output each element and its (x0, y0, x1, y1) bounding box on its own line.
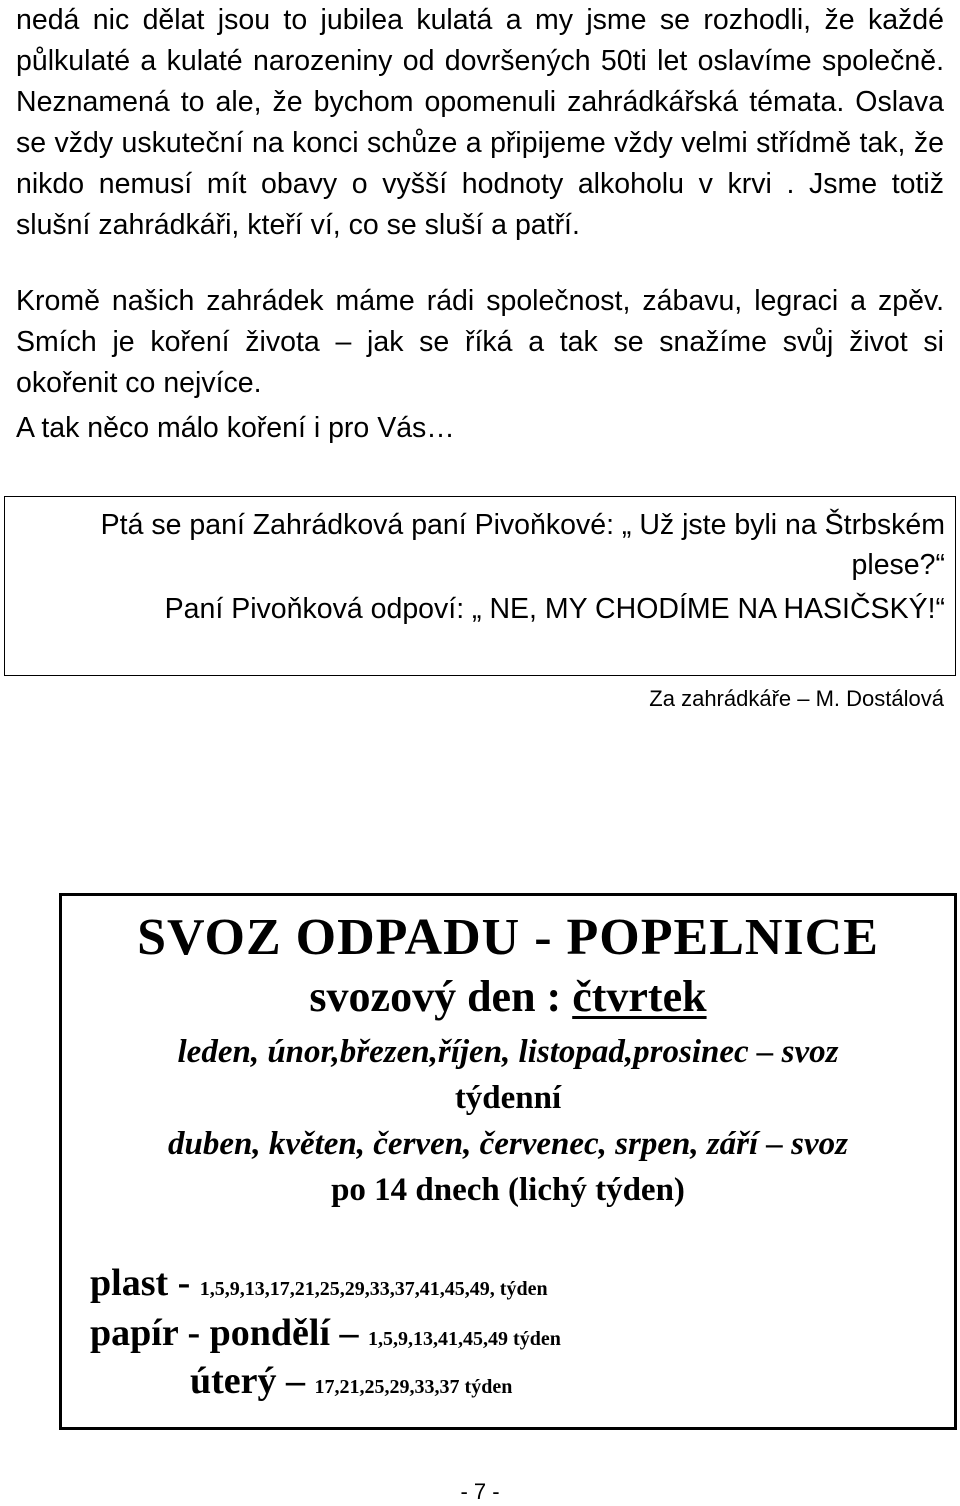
page-number: - 7 - (460, 1479, 500, 1504)
plastic-weeks: 1,5,9,13,17,21,25,29,33,37,41,45,49, týden (199, 1278, 548, 1300)
joke-line-3: Paní Pivoňková odpoví: „ NE, MY CHODÍME NA HASIČSKÝ!“ (164, 593, 945, 625)
tuesday-dash: – (276, 1360, 315, 1402)
plastic-schedule (90, 1260, 548, 1314)
collection-day-label: svozový den : (309, 972, 573, 1021)
tuesday-label: úterý (190, 1360, 277, 1402)
tuesday-weeks: 17,21,25,29,33,37 týden (314, 1376, 513, 1398)
notice-title: SVOZ ODPADU - POPELNICE (137, 909, 879, 966)
joke-line-2: plese?“ (851, 549, 945, 581)
paper-schedule (90, 1310, 561, 1364)
paper-label: papír - pondělí (90, 1312, 331, 1354)
joke-line-1: Ptá se paní Zahrádková paní Pivoňkové: „ Už jste byli na Štrbském (100, 509, 945, 541)
paper-dash: – (330, 1312, 369, 1354)
paper-weeks: 1,5,9,13,41,45,49 týden (368, 1328, 561, 1350)
biweekly-label: po 14 dnech (lichý týden) (331, 1172, 685, 1208)
weekly-months: leden, únor,březen,říjen, listopad,prosinec – svoz (177, 1034, 839, 1070)
tuesday-schedule (190, 1358, 512, 1412)
waste-collection-notice (59, 893, 957, 1430)
biweekly-months: duben, květen, červen, červenec, srpen, září – svoz (167, 1126, 849, 1162)
collection-day-value: čtvrtek (572, 972, 707, 1021)
article-paragraph-1: nedá nic dělat jsou to jubilea kulatá a my jsme se rozhodli, že každé půlkulaté a kulaté narozeniny od dovršených 50ti let oslavíme společně. Neznamená to ale, že bychom opomenuli zahrádkářská témata. Oslava se vždy uskuteční na konci schůze a připijeme vždy velmi střídmě tak, že nikdo nemusí mít obavy o vyšší hodnoty alkoholu v krvi . Jsme totiž slušní zahrádkáři, kteří ví, co se sluší a patří. (16, 4, 944, 241)
plastic-label: plast - (90, 1262, 200, 1304)
article-paragraph-3: A tak něco málo koření i pro Vás… (16, 412, 455, 444)
joke-box (4, 496, 956, 676)
weekly-label: týdenní (454, 1080, 562, 1116)
article-paragraph-2: Kromě našich zahrádek máme rádi společnost, zábavu, legraci a zpěv. Smích je koření života – jak se říká a tak se snažíme svůj život si okořenit co nejvíce. (16, 285, 944, 399)
signature: Za zahrádkáře – M. Dostálová (649, 686, 944, 711)
collection-day (62, 972, 954, 1022)
